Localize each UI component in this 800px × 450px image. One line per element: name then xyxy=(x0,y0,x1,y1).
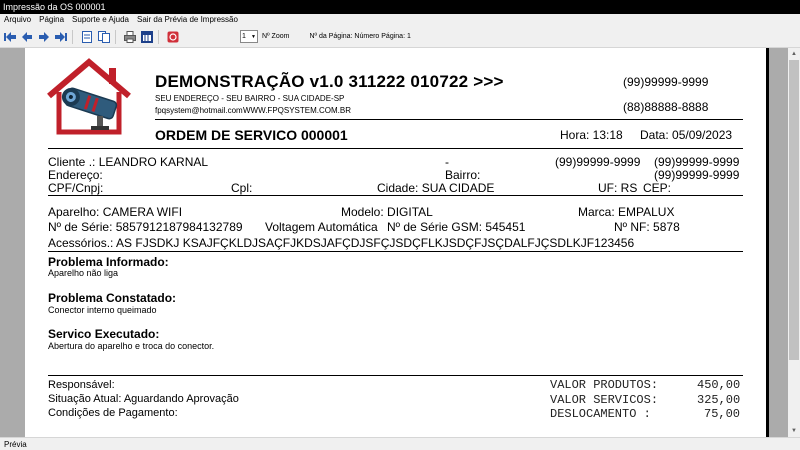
menu-arquivo[interactable]: Arquivo xyxy=(4,15,32,24)
device-accessories: Acessórios.: AS FJSDKJ KSAJFÇKLDJSAÇFJKDSJAFÇDJSFÇJSDÇFLKJSDÇFJSÇDALFJÇSDLKJF123456 xyxy=(48,236,635,250)
client-neighborhood: Bairro: xyxy=(445,168,481,182)
problem-informed-text: Aparelho não liga xyxy=(48,268,119,278)
status-bar: Prévia xyxy=(0,437,800,450)
services-value: 325,00 xyxy=(697,393,741,407)
chevron-down-icon: ▼ xyxy=(251,33,256,40)
company-phone-2: (88)88888-8888 xyxy=(623,100,709,114)
services-value-label: VALOR SERVICOS: xyxy=(550,393,659,407)
vertical-scrollbar[interactable] xyxy=(788,48,800,437)
scroll-thumb[interactable] xyxy=(789,60,799,360)
client-cep: CEP: xyxy=(643,181,672,195)
client-phone-a: (99)99999-9999 xyxy=(555,155,641,169)
divider xyxy=(48,195,743,196)
displacement-value: 75,00 xyxy=(704,407,741,421)
current-status: Situação Atual: Aguardando Aprovação xyxy=(48,393,239,405)
order-date: Data: 05/09/2023 xyxy=(640,128,733,142)
device-model: Modelo: DIGITAL xyxy=(341,205,433,219)
page-number-label: Nº da Página: Número Página: 1 xyxy=(309,33,411,40)
printer-icon[interactable] xyxy=(123,30,137,44)
toolbar-separator xyxy=(72,30,73,44)
problem-informed-label: Problema Informado: xyxy=(48,255,169,269)
menu-sair[interactable]: Sair da Prévia de Impressão xyxy=(136,15,238,24)
products-value: 450,00 xyxy=(697,378,741,392)
order-time: Hora: 13:18 xyxy=(560,128,623,142)
service-executed-text: Abertura do aparelho e troca do conector. xyxy=(48,341,215,351)
calendar-icon[interactable] xyxy=(140,30,154,44)
displacement-label: DESLOCAMENTO : xyxy=(550,407,651,421)
divider xyxy=(48,375,743,376)
client-cpf: CPF/Cnpj: xyxy=(48,181,104,195)
next-page-icon[interactable] xyxy=(37,30,51,44)
zoom-select[interactable] xyxy=(240,30,258,43)
company-address: SEU ENDEREÇO - SEU BAIRRO - SUA CIDADE-SP xyxy=(155,94,345,103)
client-city: Cidade: SUA CIDADE xyxy=(377,181,495,195)
device-serial-gsm: Nº de Série GSM: 545451 xyxy=(387,220,526,234)
device-voltage: Voltagem Automática xyxy=(265,220,378,234)
zoom-value: 1 xyxy=(242,33,246,40)
single-page-icon[interactable] xyxy=(80,30,94,44)
company-website: WWW.FPQSYSTEM.COM.BR xyxy=(243,106,351,115)
client-phone-b: (99)99999-9999 xyxy=(654,155,740,169)
toolbar xyxy=(0,26,800,48)
order-title: ORDEM DE SERVICO 000001 xyxy=(155,127,348,143)
scroll-down-icon[interactable]: ▼ xyxy=(791,428,797,434)
company-name: DEMONSTRAÇÃO v1.0 311222 010722 >>> xyxy=(155,72,504,91)
payment-conditions: Condições de Pagamento: xyxy=(48,407,178,419)
client-name: Cliente .: LEANDRO KARNAL xyxy=(48,155,209,169)
menu-suporte[interactable]: Suporte e Ajuda xyxy=(72,15,129,24)
problem-found-text: Conector interno queimado xyxy=(48,305,157,315)
device-serial: Nº de Série: 5857912187984132789 xyxy=(48,220,243,234)
divider xyxy=(48,148,743,149)
scroll-up-icon[interactable]: ▲ xyxy=(791,51,797,57)
prev-page-icon[interactable] xyxy=(20,30,34,44)
toolbar-separator xyxy=(115,30,116,44)
last-page-icon[interactable] xyxy=(54,30,68,44)
company-email: fpqsystem@hotmail.com xyxy=(155,106,243,115)
client-uf: UF: RS xyxy=(598,181,638,195)
pdf-icon[interactable] xyxy=(166,30,180,44)
device-brand: Marca: EMPALUX xyxy=(578,205,675,219)
device-name: Aparelho: CAMERA WIFI xyxy=(48,205,183,219)
responsible: Responsável: xyxy=(48,379,115,391)
divider xyxy=(155,119,743,120)
company-logo-icon xyxy=(45,58,133,138)
menu-bar xyxy=(0,14,800,26)
client-phone-c: (99)99999-9999 xyxy=(654,168,740,182)
client-address: Endereço: xyxy=(48,168,103,182)
client-dash: - xyxy=(445,155,449,169)
device-invoice: Nº NF: 5878 xyxy=(614,220,680,234)
menu-pagina[interactable]: Página xyxy=(39,15,65,24)
window-title: Impressão da OS 000001 xyxy=(0,0,800,14)
company-phone-1: (99)99999-9999 xyxy=(623,75,709,89)
service-executed-label: Servico Executado: xyxy=(48,327,160,341)
preview-viewport[interactable] xyxy=(0,48,800,437)
divider xyxy=(48,251,743,252)
first-page-icon[interactable] xyxy=(3,30,17,44)
products-value-label: VALOR PRODUTOS: xyxy=(550,378,659,392)
print-page xyxy=(25,48,769,437)
problem-found-label: Problema Constatado: xyxy=(48,291,177,305)
two-pages-icon[interactable] xyxy=(97,30,111,44)
client-cpl: Cpl: xyxy=(231,181,253,195)
toolbar-separator xyxy=(158,30,159,44)
zoom-label: Nº Zoom xyxy=(262,33,290,40)
